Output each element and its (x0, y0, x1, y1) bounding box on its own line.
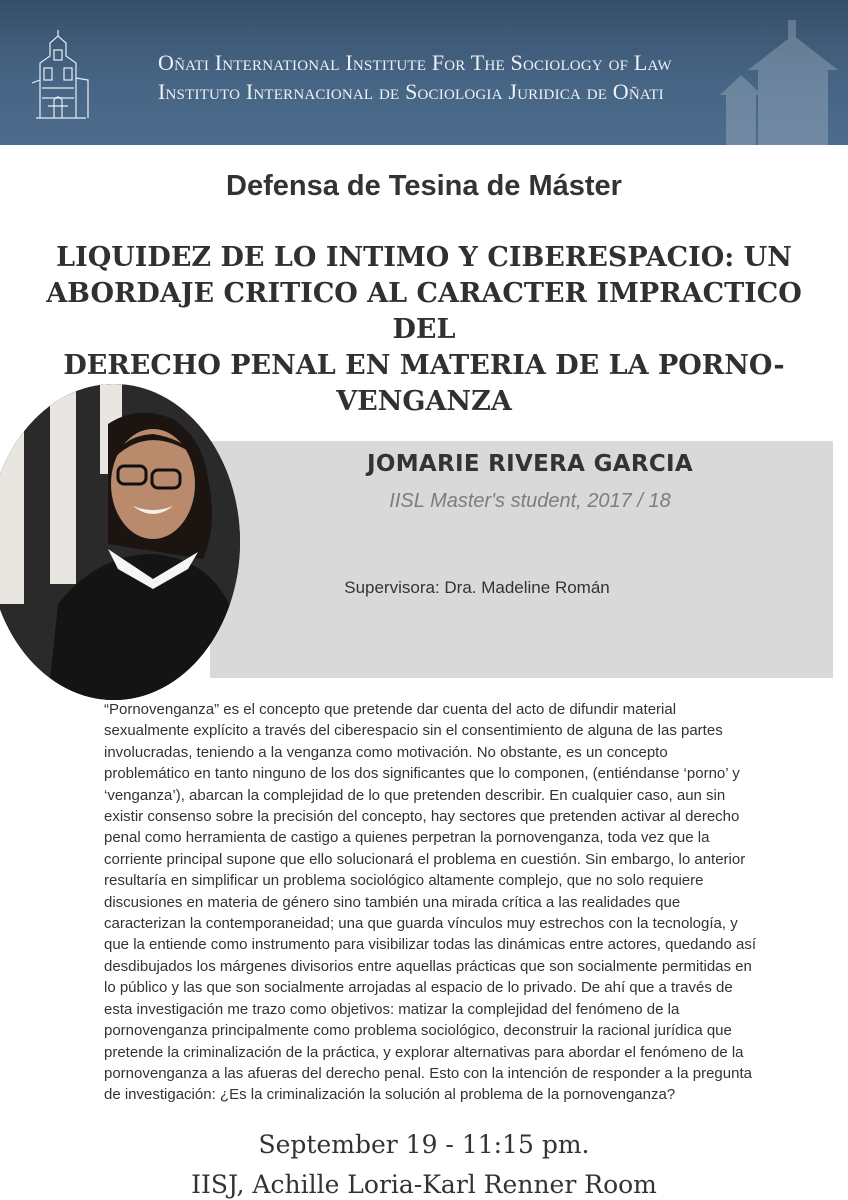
abstract-line: “Pornovenganza” es el concepto que pretende dar cuenta del acto de difundir material (104, 701, 677, 718)
abstract-line: caracterizan la contemporaneidad; una que guarda vínculos muy estrechos con la tecnología, y (104, 915, 738, 933)
student-photo (0, 384, 240, 700)
abstract-line: corriente principal supone que ello solucionará el problema en cuestión. Sin embargo, lo anterior (104, 850, 746, 868)
event-room: IISJ, Achille Loria-Karl Renner Room (191, 1170, 657, 1199)
abstract-line: de investigación: ¿Es la criminalización la solución al problema de la pornovenganza? (104, 1086, 676, 1104)
abstract-line: problemático en tanto ninguno de los dos significantes que lo componen, (entiéndanse ‘porno’ y (104, 765, 740, 783)
thesis-title-line: ABORDAJE CRITICO AL CARACTER IMPRACTICO DEL (46, 278, 802, 345)
abstract-line: pornovenganza principalmente como problema sociológico, deconstruir la racional jurídica que (104, 1022, 732, 1040)
abstract-line: discusiones en materia de género sino también una mirada crítica a las realidades que (104, 893, 681, 911)
student-name: JOMARIE RIVERA GARCIA (366, 451, 693, 477)
abstract-line: sexualmente explícito a través del ciberespacio sin el consentimiento de alguna de las partes (104, 722, 723, 740)
thesis-title-line: VENGANZA (336, 386, 512, 417)
abstract-line: pornovenganza a las afueras del derecho penal. Esto con la intención de responder a la pregunta (104, 1064, 752, 1082)
abstract-line: penal como herramienta de castigo a quienes perpetran la pornovenganza, toda vez que la (104, 829, 710, 847)
abstract-line: que la entiende como instrumento para visibilizar todas las dinámicas entre actores, quedando así (104, 936, 757, 954)
abstract-line: pretende la criminalización de la práctica, y explorar alternativas para abordar el fenómeno de la (104, 1043, 744, 1061)
student-role: IISL Master's student, 2017 / 18 (389, 490, 671, 512)
event-type-heading: Defensa de Tesina de Máster (226, 170, 622, 202)
abstract-line: lo público y las que son socialmente arrojadas al espacio de lo privado. De ahí que a través de (104, 979, 733, 997)
abstract-line: resultaría en simplificar un problema sociológico altamente complejo, que no solo requiere (104, 872, 704, 890)
abstract-line: existir consenso sobre la precisión del concepto, hay sectores que pretenden activar al derecho (104, 808, 740, 826)
abstract-line: involucradas, teniendo a la venganza como motivación. No obstante, es un concepto (104, 743, 668, 761)
institute-banner (0, 0, 848, 145)
institute-name-english: Oñati International Institute For The Sociology of Law (158, 50, 672, 75)
supervisor-line: Supervisora: Dra. Madeline Román (344, 578, 610, 597)
abstract-paragraph (104, 699, 764, 1106)
abstract-line: esta investigación me trazo como objetivos: matizar la complejidad del fenómeno de la (104, 1000, 680, 1018)
thesis-title-line: DERECHO PENAL EN MATERIA DE LA PORNO- (63, 350, 785, 381)
building-sketch-logo-icon (28, 28, 98, 123)
abstract-line: desdibujados los márgenes divisorios entre aquellas prácticas que son socialmente permitidas en (104, 957, 752, 975)
institute-name-spanish: Instituto Internacional de Sociologia Juridica de Oñati (158, 79, 664, 104)
event-date-time: September 19 - 11:15 pm. (258, 1130, 590, 1159)
building-silhouette-icon (718, 20, 848, 145)
student-portrait-image (0, 384, 240, 700)
thesis-title-line: LIQUIDEZ DE LO INTIMO Y CIBERESPACIO: UN (56, 242, 792, 273)
abstract-line: ‘venganza’), abarcan la complejidad de lo que pretenden describir. En cualquier caso, aun sin (104, 786, 726, 804)
